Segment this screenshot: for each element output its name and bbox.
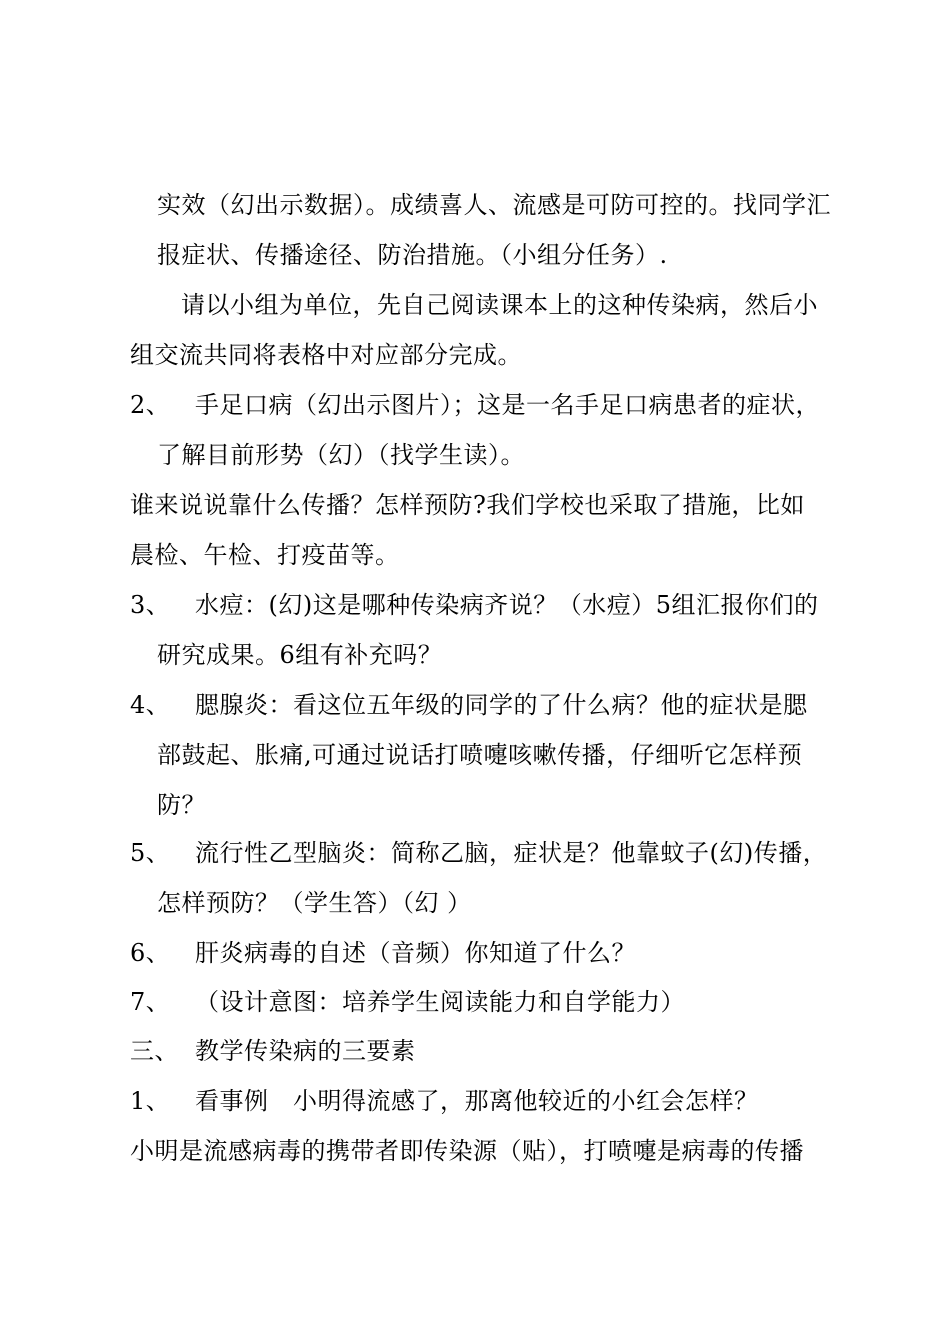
line-text: 流行性乙型脑炎：简称乙脑，症状是？他靠蚊子(幻)传播， xyxy=(195,839,828,867)
line-text: 研究成果。6组有补充吗？ xyxy=(157,641,443,669)
line-number: 2、 xyxy=(130,391,171,419)
line-number: 三、 xyxy=(130,1037,179,1065)
line-number: 4、 xyxy=(130,691,171,719)
line-number: 7、 xyxy=(130,988,171,1016)
line-text: 小明是流感病毒的携带者即传染源（贴），打喷嚏是病毒的传播 xyxy=(130,1137,804,1165)
line-text: 组交流共同将表格中对应部分完成。 xyxy=(130,341,522,369)
line-text: 教学传染病的三要素 xyxy=(195,1037,416,1065)
line-text: 部鼓起、胀痛,可通过说话打喷嚏咳嗽传播，仔细听它怎样预 xyxy=(157,741,803,769)
line-text: 晨检、午检、打疫苗等。 xyxy=(130,541,400,569)
line-number: 5、 xyxy=(130,839,171,867)
line-text: 水痘：(幻)这是哪种传染病齐说？（水痘）5组汇报你们的 xyxy=(195,591,819,619)
line-text: 防？ xyxy=(157,791,206,819)
line-text: 看事例 小明得流感了，那离他较近的小红会怎样？ xyxy=(195,1087,759,1115)
line-text: （设计意图：培养学生阅读能力和自学能力） xyxy=(195,988,685,1016)
line-text: 请以小组为单位，先自己阅读课本上的这种传染病，然后小 xyxy=(181,291,818,319)
line-number: 3、 xyxy=(130,591,171,619)
line-text: 手足口病（幻出示图片）；这是一名手足口病患者的症状， xyxy=(195,391,820,419)
line-text: 怎样预防？（学生答）（幻 ） xyxy=(157,889,472,917)
line-number: 1、 xyxy=(130,1087,171,1115)
line-text: 肝炎病毒的自述（音频）你知道了什么？ xyxy=(195,939,636,967)
line-text: 谁来说说靠什么传播？怎样预防?我们学校也采取了措施，比如 xyxy=(130,491,805,519)
line-text: 实效（幻出示数据）。成绩喜人、流感是可防可控的。找同学汇 xyxy=(157,191,831,219)
line-number: 6、 xyxy=(130,939,171,967)
line-text: 报症状、传播途径、防治措施。（小组分任务）. xyxy=(157,241,668,269)
line-text: 了解目前形势（幻）（找学生读）。 xyxy=(157,441,525,469)
line-text: 腮腺炎：看这位五年级的同学的了什么病？他的症状是腮 xyxy=(195,691,808,719)
